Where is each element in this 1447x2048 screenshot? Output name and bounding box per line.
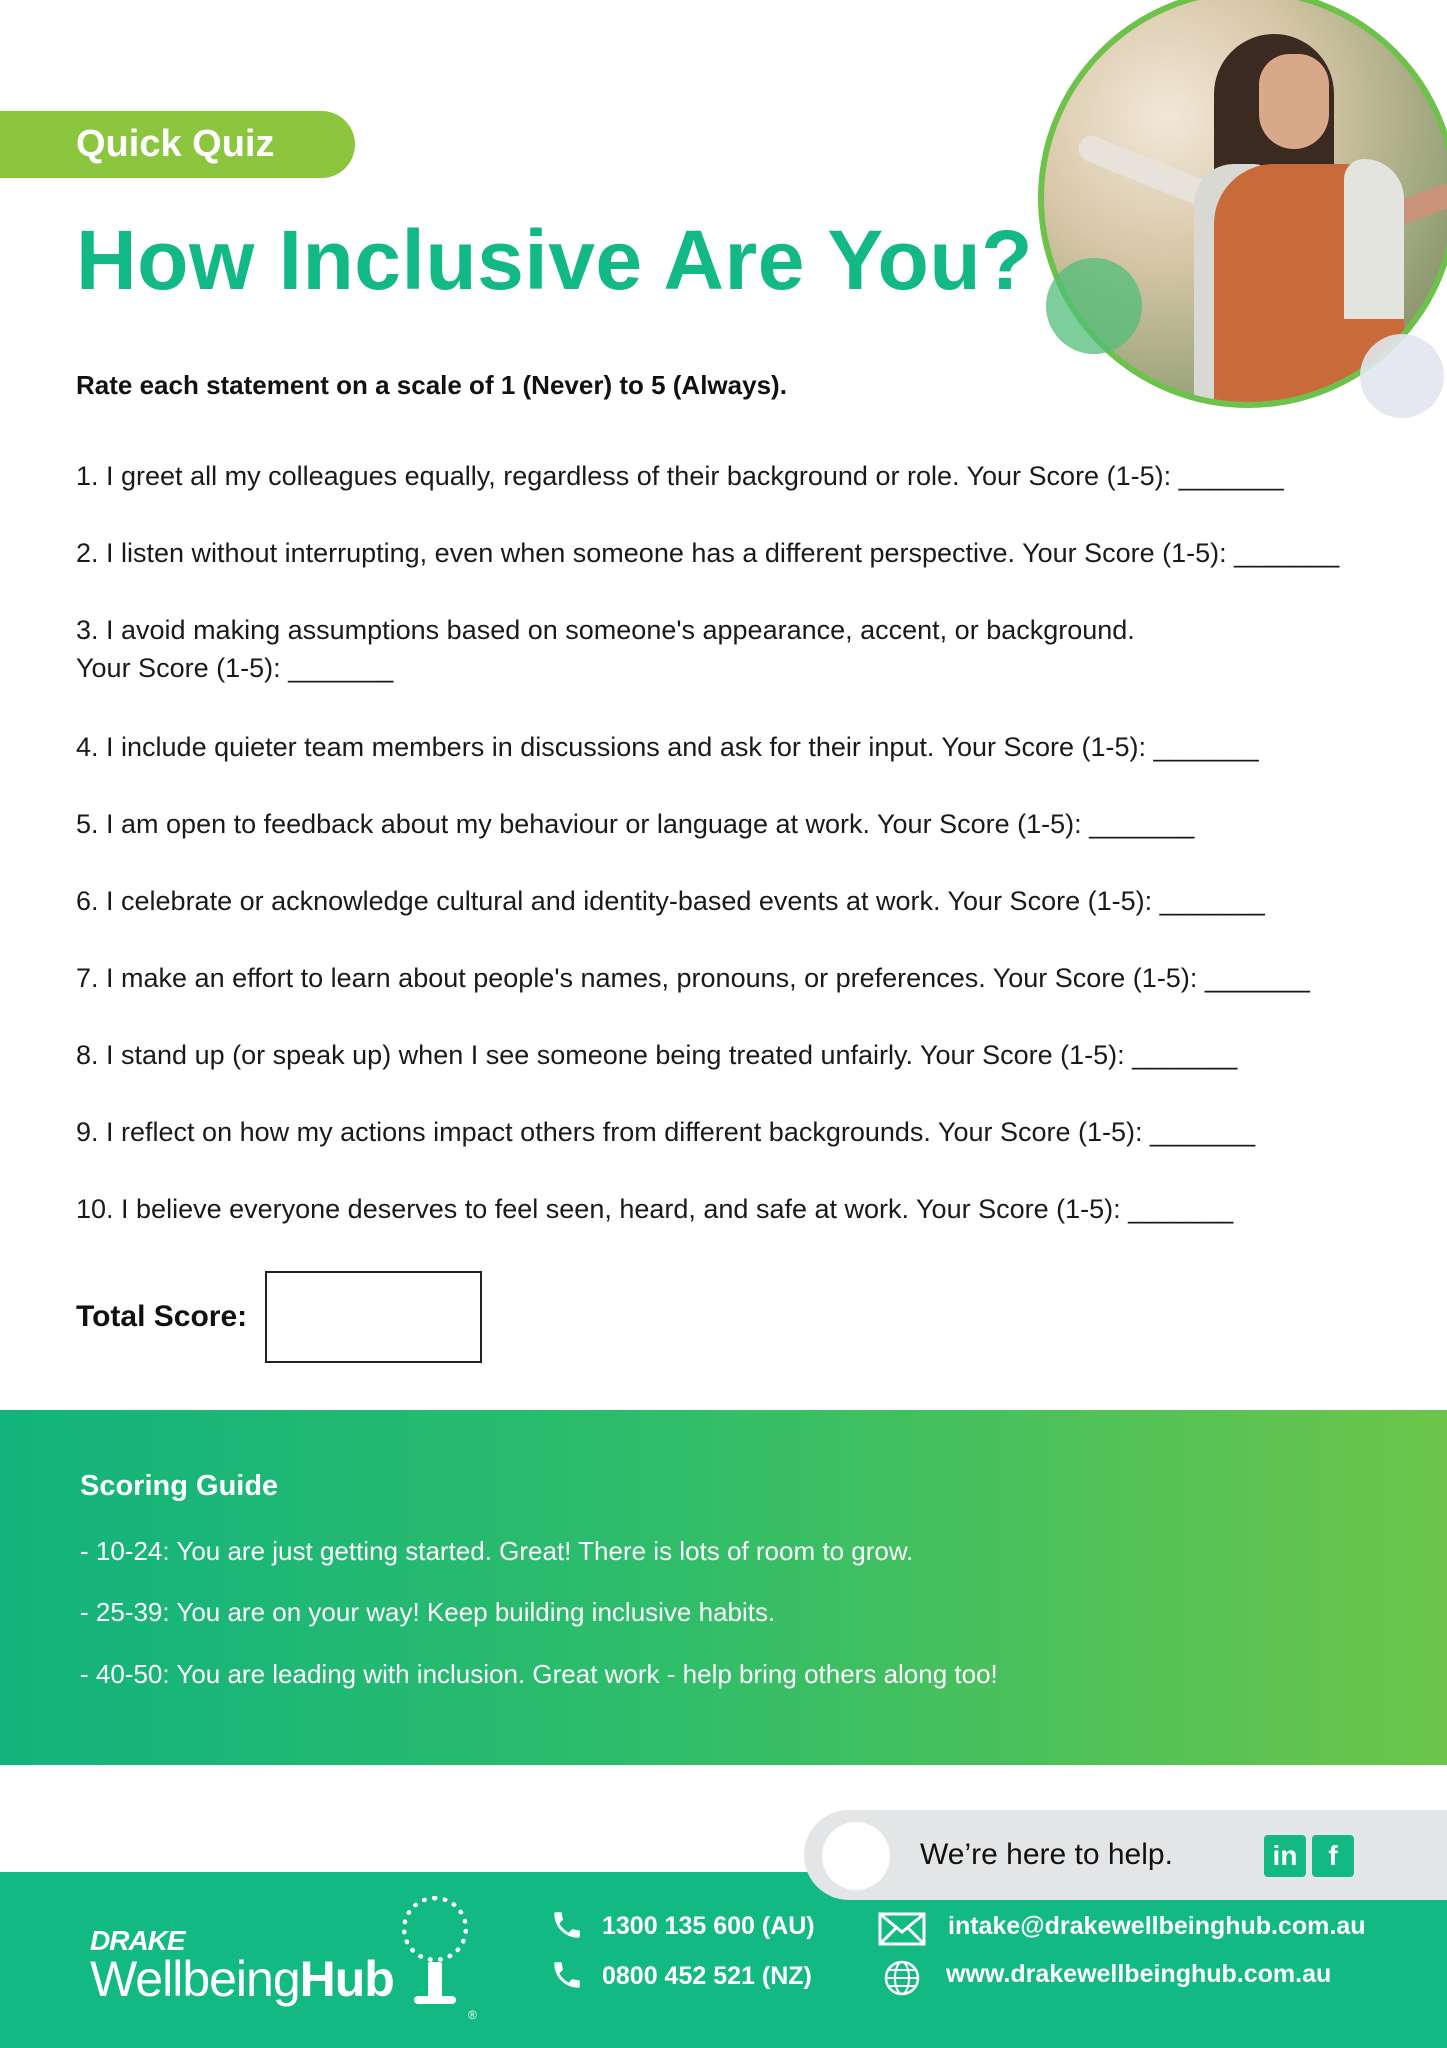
instructions: Rate each statement on a scale of 1 (Never) to 5 (Always).: [76, 370, 787, 400]
envelope-icon: [878, 1912, 926, 1946]
logo-registered: ®: [468, 2008, 477, 2022]
question-6: 6. I celebrate or acknowledge cultural and identity-based events at work. Your Score (1-5): _______: [76, 886, 1265, 916]
globe-icon: [884, 1960, 920, 1996]
quick-quiz-label: Quick Quiz: [76, 123, 275, 165]
question-1: 1. I greet all my colleagues equally, regardless of their background or role. Your Score (1-5): _______: [76, 461, 1284, 491]
question-5: 5. I am open to feedback about my behaviour or language at work. Your Score (1-5): _______: [76, 809, 1195, 839]
phone-nz[interactable]: 0800 452 521 (NZ): [602, 1962, 812, 1990]
question-3: 3. I avoid making assumptions based on someone's appearance, accent, or background.: [76, 615, 1135, 645]
quick-quiz-tag: [0, 111, 355, 178]
question-8: 8. I stand up (or speak up) when I see someone being treated unfairly. Your Score (1-5): _______: [76, 1040, 1238, 1070]
scoring-guide-line-2: - 25-39: You are on your way! Keep building inclusive habits.: [80, 1597, 776, 1627]
help-avatar-circle: [822, 1822, 890, 1890]
phone-au[interactable]: 1300 135 600 (AU): [602, 1912, 815, 1940]
decorative-bubble-grey: [1360, 334, 1444, 418]
logo-wellbeing: Wellbeing: [90, 1951, 300, 2007]
logo-tree-icon: [402, 1896, 468, 1962]
phone-icon: [550, 1958, 584, 1992]
page-title: How Inclusive Are You?: [76, 213, 1033, 307]
scoring-guide-line-1: - 10-24: You are just getting started. Great! There is lots of room to grow.: [80, 1536, 914, 1566]
question-9: 9. I reflect on how my actions impact others from different backgrounds. Your Score (1-5): _______: [76, 1117, 1256, 1147]
question-10: 10. I believe everyone deserves to feel seen, heard, and safe at work. Your Score (1-5): _______: [76, 1194, 1234, 1224]
phone-icon: [550, 1908, 584, 1942]
total-score-label: Total Score:: [76, 1300, 248, 1333]
decorative-bubble-green: [1046, 258, 1142, 354]
scoring-guide-line-3: - 40-50: You are leading with inclusion. Great work - help bring others along too!: [80, 1659, 998, 1689]
scoring-guide-title: Scoring Guide: [80, 1470, 279, 1502]
help-text: We’re here to help.: [920, 1838, 1173, 1871]
total-score-box[interactable]: [265, 1271, 482, 1363]
linkedin-icon[interactable]: in: [1264, 1835, 1306, 1877]
question-2: 2. I listen without interrupting, even when someone has a different perspective. Your Score (1-5): _______: [76, 538, 1340, 568]
question-7: 7. I make an effort to learn about people's names, pronouns, or preferences. Your Score (1-5): _______: [76, 963, 1310, 993]
logo-hub: Hub: [299, 1951, 394, 2007]
website-link[interactable]: www.drakewellbeinghub.com.au: [946, 1960, 1332, 1988]
question-3-score: Your Score (1-5): _______: [76, 653, 394, 683]
email-link[interactable]: intake@drakewellbeinghub.com.au: [948, 1912, 1366, 1940]
logo-drake: DRAKE: [90, 1925, 185, 1956]
facebook-icon[interactable]: f: [1312, 1835, 1354, 1877]
scoring-guide-band: [0, 1410, 1447, 1765]
logo-wellbeing-hub: [90, 1950, 394, 2008]
question-4: 4. I include quieter team members in discussions and ask for their input. Your Score (1-5): _______: [76, 732, 1259, 762]
